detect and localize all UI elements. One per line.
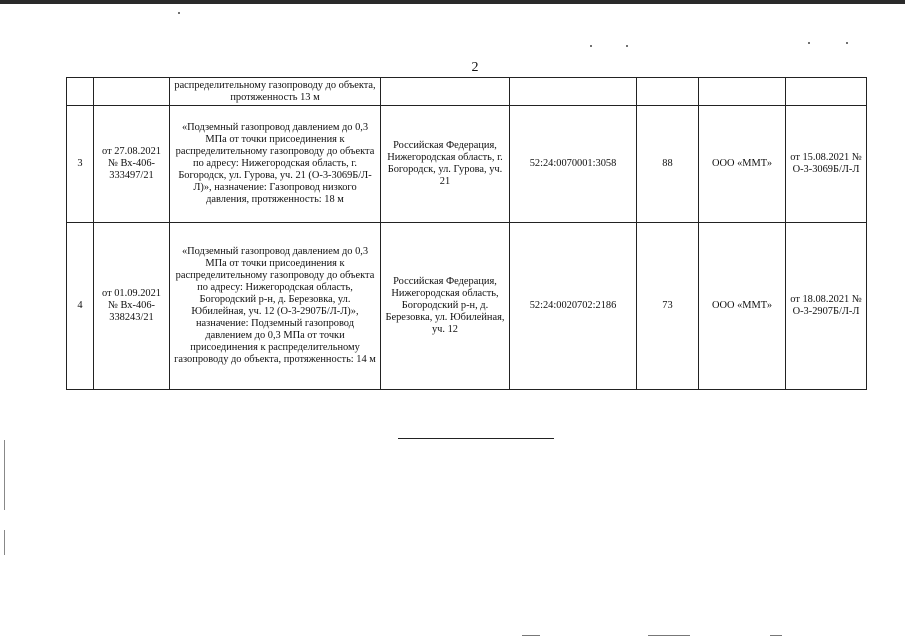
scan-speck [590,45,592,47]
cell-cadastral: 52:24:0020702:2186 [510,223,637,390]
table-row [67,223,867,390]
table-row [67,106,867,223]
cell-cadastral [510,78,637,106]
scan-speck [178,12,180,14]
cell-area: 73 [637,223,699,390]
scan-margin-line [4,440,5,510]
page-number: 2 [471,60,479,75]
scan-speck [846,42,848,44]
cell-location: Российская Федерация, Нижегородская область, г. Богородск, ул. Гурова, уч. 21 [381,106,510,223]
cell-location: Российская Федерация, Нижегородская область, Богородский р-н, д. Березовка, ул. Юбилейная, уч. 12 [381,223,510,390]
scan-bottom-mark [522,635,540,636]
cell-area: 88 [637,106,699,223]
cell-location [381,78,510,106]
closing-line [398,438,554,439]
cell-incoming: от 01.09.2021 № Вх-406-338243/21 [94,223,170,390]
cell-object: «Подземный газопровод давлением до 0,3 МПа от точки присоединения к распределительному газопроводу до объекта по адресу: Нижегородская область, г. Богородск, ул. Гурова, уч. 21 (О-3-3069Б/Л-Л)», назначение: Газопровод низкого давления, протяженность: 18 м [170,106,381,223]
table-row-continuation [67,78,867,106]
cell-incoming: от 27.08.2021 № Вх-406-333497/21 [94,106,170,223]
cell-incoming [94,78,170,106]
scan-bottom-mark [648,635,690,636]
cell-num: 4 [67,223,94,390]
cell-area [637,78,699,106]
cell-tech-conditions: от 18.08.2021 № О-3-2907Б/Л-Л [786,223,867,390]
cell-applicant: ООО «ММТ» [699,106,786,223]
scan-margin-line [4,530,5,555]
cell-num [67,78,94,106]
scan-top-edge [0,0,905,4]
scan-speck [808,42,810,44]
cell-tech-conditions: от 15.08.2021 № О-3-3069Б/Л-Л [786,106,867,223]
cell-num: 3 [67,106,94,223]
land-plots-table [66,77,867,390]
cell-applicant [699,78,786,106]
cell-applicant: ООО «ММТ» [699,223,786,390]
cell-object: распределительному газопроводу до объекта, протяженность 13 м [170,78,381,106]
scan-speck [626,45,628,47]
cell-cadastral: 52:24:0070001:3058 [510,106,637,223]
scan-bottom-mark [770,635,782,636]
cell-object: «Подземный газопровод давлением до 0,3 МПа от точки присоединения к распределительному газопроводу до объекта по адресу: Нижегородская область, Богородский р-н, д. Березовка, ул. Юбилейная, уч. 12 (О-3-2907Б/Л-Л)», назначение: Подземный газопровод давлением до 0,3 МПа от точки присоединения к распределительному газопроводу до объекта, протяженность: 14 м [170,223,381,390]
cell-tech-conditions [786,78,867,106]
